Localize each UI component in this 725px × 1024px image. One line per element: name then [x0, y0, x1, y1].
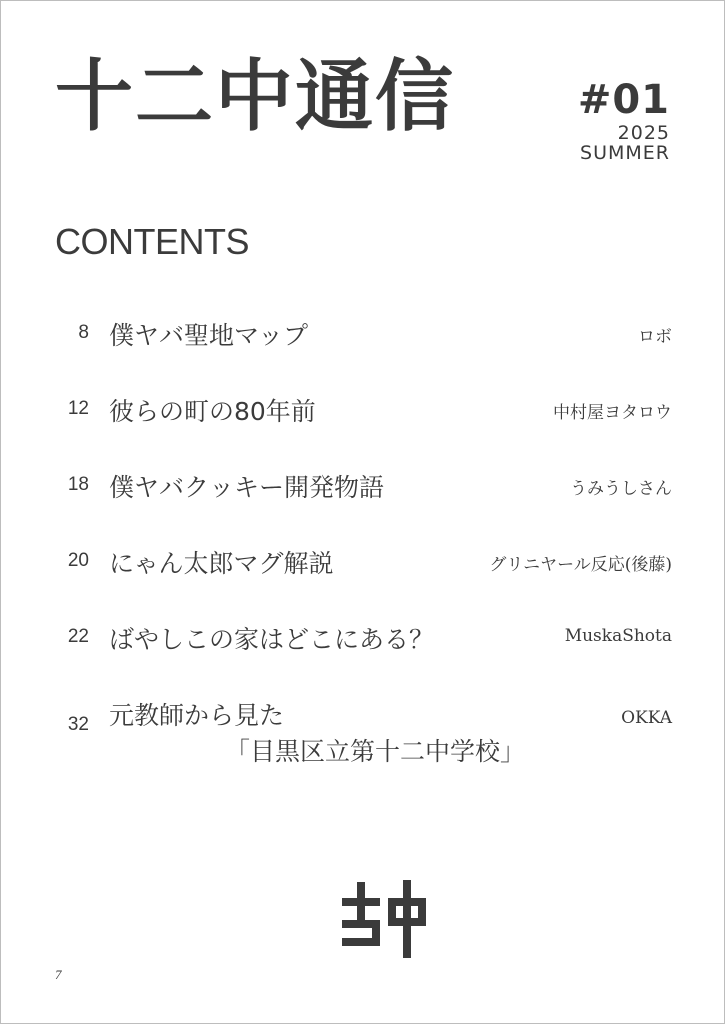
toc-page-number: 18 [67, 474, 89, 495]
issue-block [577, 77, 670, 164]
toc-item[interactable] [55, 462, 672, 510]
toc-title: 僕ヤバ聖地マップ [109, 321, 309, 350]
issue-year: 2025 [617, 122, 670, 144]
toc-page-number: 32 [67, 714, 89, 735]
toc-item[interactable] [55, 614, 672, 662]
toc-author: OKKA [621, 708, 672, 728]
toc-author: 中村屋ヨタロウ [553, 403, 672, 423]
toc-title: 元教師から見た [109, 701, 285, 730]
toc-author: グリニヤール反応(後藤) [489, 555, 672, 575]
toc-title: にゃん太郎マグ解説 [109, 549, 334, 578]
toc-author: MuskaShota [564, 626, 672, 646]
contents-heading: CONTENTS [55, 221, 249, 262]
toc-page-number: 12 [67, 398, 89, 419]
masthead-title: 十二中通信 [55, 52, 456, 142]
toc-item[interactable] [55, 310, 672, 358]
page-number: 7 [55, 967, 62, 982]
toc-title-line2: 「目黒区立第十二中学校」 [225, 737, 526, 766]
issue-number: #01 [577, 77, 670, 123]
toc-author: うみうしさん [570, 479, 672, 499]
toc-author: ロボ [638, 327, 672, 347]
toc-title: 僕ヤバクッキー開発物語 [109, 473, 385, 502]
toc-title: ばやしこの家はどこにある？ [109, 625, 435, 654]
school-emblem-icon [342, 876, 426, 960]
toc-title: 彼らの町の80年前 [109, 397, 316, 426]
toc-page-number: 22 [67, 626, 89, 647]
toc-item[interactable] [55, 690, 672, 770]
issue-season: SUMMER [580, 141, 670, 164]
toc-page-number: 8 [78, 322, 89, 343]
toc-item[interactable] [55, 386, 672, 434]
toc-page-number: 20 [67, 550, 89, 571]
toc-item[interactable] [55, 538, 672, 586]
